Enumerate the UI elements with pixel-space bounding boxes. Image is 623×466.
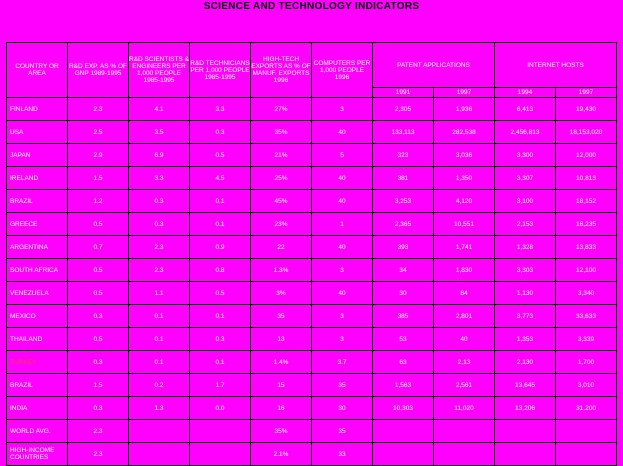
value-cell: 12,100 <box>556 259 617 282</box>
country-cell: TURKEY <box>7 351 68 374</box>
table-row <box>7 121 617 144</box>
value-cell <box>495 443 556 466</box>
value-cell: 1.5 <box>68 374 129 397</box>
value-cell: 1,350 <box>434 167 495 190</box>
value-cell: 393 <box>373 236 434 259</box>
value-cell: 40 <box>312 190 373 213</box>
country-cell: USA <box>7 121 68 144</box>
value-cell: 84 <box>434 282 495 305</box>
table-row <box>7 236 617 259</box>
value-cell: 0.5 <box>68 259 129 282</box>
value-cell: 3.3 <box>129 167 190 190</box>
value-cell: 3,100 <box>495 190 556 213</box>
value-cell: 0.1 <box>190 351 251 374</box>
value-cell: 16 <box>251 397 312 420</box>
header-patent-applications: PATENT APPLICATIONS <box>373 43 495 88</box>
value-cell: 0.3 <box>68 351 129 374</box>
value-cell: 16,235 <box>556 213 617 236</box>
value-cell <box>556 420 617 443</box>
value-cell: 3,010 <box>556 374 617 397</box>
value-cell: 53 <box>373 328 434 351</box>
value-cell: 34 <box>373 259 434 282</box>
value-cell: 2.3 <box>129 259 190 282</box>
table-body <box>7 98 617 466</box>
value-cell: 2.3 <box>68 98 129 121</box>
value-cell: 3.7 <box>312 351 373 374</box>
value-cell <box>129 443 190 466</box>
value-cell: 2.3 <box>68 443 129 466</box>
value-cell: 2,153 <box>495 213 556 236</box>
value-cell: 40 <box>312 167 373 190</box>
table-row <box>7 259 617 282</box>
value-cell: 3.3 <box>190 98 251 121</box>
value-cell: 40 <box>434 328 495 351</box>
header-patent-1997: 1997 <box>434 88 495 98</box>
value-cell: 2,365 <box>373 213 434 236</box>
value-cell: 35 <box>312 420 373 443</box>
value-cell: 3,307 <box>495 167 556 190</box>
value-cell: 0.1 <box>190 190 251 213</box>
value-cell: 3.5 <box>129 121 190 144</box>
value-cell: 0.1 <box>190 213 251 236</box>
value-cell <box>434 443 495 466</box>
value-cell: 282,538 <box>434 121 495 144</box>
value-cell: 30 <box>373 282 434 305</box>
value-cell: 13,206 <box>495 397 556 420</box>
table-row <box>7 213 617 236</box>
value-cell: 0.3 <box>129 190 190 213</box>
value-cell: 2,305 <box>373 98 434 121</box>
value-cell: 30 <box>312 397 373 420</box>
value-cell: 0.5 <box>68 213 129 236</box>
header-internet-hosts: INTERNET HOSTS <box>495 43 617 88</box>
country-cell: VENEZUELA <box>7 282 68 305</box>
value-cell: 0.8 <box>190 259 251 282</box>
header-internet-1994: 1994 <box>495 88 556 98</box>
table-row <box>7 374 617 397</box>
value-cell <box>373 420 434 443</box>
table-row <box>7 305 617 328</box>
value-cell: 1,830 <box>434 259 495 282</box>
value-cell: 1,353 <box>495 328 556 351</box>
value-cell: 1,741 <box>434 236 495 259</box>
value-cell: 35% <box>251 420 312 443</box>
value-cell: 0.7 <box>68 236 129 259</box>
value-cell: 35% <box>251 121 312 144</box>
value-cell: 2.1% <box>251 443 312 466</box>
value-cell: 1.3 <box>129 397 190 420</box>
value-cell: 3 <box>312 328 373 351</box>
value-cell: 40 <box>312 236 373 259</box>
country-cell: SOUTH AFRICA <box>7 259 68 282</box>
value-cell: 1,563 <box>373 374 434 397</box>
table-row <box>7 397 617 420</box>
value-cell: 4.5 <box>190 167 251 190</box>
value-cell: 27% <box>251 98 312 121</box>
value-cell: 3 <box>312 305 373 328</box>
value-cell: 0.9 <box>190 236 251 259</box>
value-cell: 35 <box>312 374 373 397</box>
value-cell <box>129 420 190 443</box>
value-cell: 0.3 <box>68 305 129 328</box>
value-cell: 3,303 <box>495 259 556 282</box>
country-cell: THAILAND <box>7 328 68 351</box>
value-cell: 0.0 <box>190 397 251 420</box>
value-cell: 2,456,813 <box>495 121 556 144</box>
page-title: SCIENCE AND TECHNOLOGY INDICATORS <box>203 1 420 12</box>
value-cell: 22 <box>251 236 312 259</box>
value-cell: 3,300 <box>495 144 556 167</box>
value-cell <box>495 420 556 443</box>
value-cell: 1,936 <box>434 98 495 121</box>
header-country: COUNTRY OR AREA <box>7 43 68 98</box>
value-cell <box>556 443 617 466</box>
country-cell: ARGENTINA <box>7 236 68 259</box>
value-cell: 19,430 <box>556 98 617 121</box>
value-cell: 63 <box>373 351 434 374</box>
value-cell: 18,153,020 <box>556 121 617 144</box>
value-cell: 0.2 <box>129 374 190 397</box>
value-cell: 10,813 <box>556 167 617 190</box>
value-cell: 6.9 <box>129 144 190 167</box>
value-cell: 2,13 <box>434 351 495 374</box>
value-cell: 10,303 <box>373 397 434 420</box>
value-cell: 33 <box>312 443 373 466</box>
value-cell <box>373 443 434 466</box>
value-cell <box>434 420 495 443</box>
country-cell: BRAZIL <box>7 190 68 213</box>
value-cell: 13,833 <box>556 236 617 259</box>
table-row <box>7 443 617 466</box>
value-cell: 40 <box>312 282 373 305</box>
value-cell: 3,036 <box>434 144 495 167</box>
value-cell: 2.3 <box>129 236 190 259</box>
value-cell: 13 <box>251 328 312 351</box>
value-cell: 1,328 <box>495 236 556 259</box>
value-cell: 0.3 <box>129 213 190 236</box>
table-row <box>7 190 617 213</box>
value-cell: 1.2 <box>68 190 129 213</box>
value-cell: 4,120 <box>434 190 495 213</box>
value-cell: 0.1 <box>129 328 190 351</box>
value-cell: 31,200 <box>556 397 617 420</box>
value-cell: 0.3 <box>190 328 251 351</box>
country-cell: INDIA <box>7 397 68 420</box>
value-cell: 0.1 <box>129 351 190 374</box>
table-row <box>7 328 617 351</box>
country-cell: HIGH-INCOME COUNTRIES <box>7 443 68 466</box>
value-cell: 0.1 <box>129 305 190 328</box>
value-cell: 0.5 <box>190 144 251 167</box>
value-cell: 1,130 <box>495 282 556 305</box>
value-cell: 1.4% <box>251 351 312 374</box>
value-cell: 23% <box>251 213 312 236</box>
value-cell: 1 <box>312 213 373 236</box>
value-cell: 0.5 <box>68 282 129 305</box>
value-cell: 35 <box>251 305 312 328</box>
country-cell: IRELAND <box>7 167 68 190</box>
value-cell: 11,020 <box>434 397 495 420</box>
value-cell: 15 <box>251 374 312 397</box>
value-cell: 1.1 <box>129 282 190 305</box>
value-cell: 381 <box>373 167 434 190</box>
country-cell: MEXICO <box>7 305 68 328</box>
table-row <box>7 167 617 190</box>
header-rd-exp: R&D EXP. AS % OF GNP 1989-1995 <box>68 43 129 98</box>
value-cell: 12,000 <box>556 144 617 167</box>
value-cell: 1.7 <box>190 374 251 397</box>
value-cell: 0.5 <box>190 282 251 305</box>
country-cell: BRAZIL <box>7 374 68 397</box>
value-cell: 3% <box>251 282 312 305</box>
value-cell: 25% <box>251 167 312 190</box>
header-patent-1991: 1991 <box>373 88 434 98</box>
value-cell: 4.1 <box>129 98 190 121</box>
value-cell: 0.5 <box>68 328 129 351</box>
country-cell: WORLD AVG. <box>7 420 68 443</box>
value-cell: 2,561 <box>434 374 495 397</box>
value-cell: 13,645 <box>495 374 556 397</box>
header-hightech-exports: HIGH-TECH EXPORTS AS % OF MANUF. EXPORTS 1996 <box>251 43 312 98</box>
value-cell: 5 <box>312 144 373 167</box>
value-cell: 3,773 <box>495 305 556 328</box>
table-row <box>7 420 617 443</box>
value-cell: 33,633 <box>556 305 617 328</box>
value-cell: 3,339 <box>556 328 617 351</box>
value-cell: 6,413 <box>495 98 556 121</box>
country-cell: GREECE <box>7 213 68 236</box>
value-cell: 3,253 <box>373 190 434 213</box>
value-cell <box>190 420 251 443</box>
value-cell <box>190 443 251 466</box>
value-cell: 0.1 <box>190 305 251 328</box>
value-cell: 3 <box>312 259 373 282</box>
value-cell: 0.3 <box>68 397 129 420</box>
value-cell: 1.3% <box>251 259 312 282</box>
value-cell: 1,700 <box>556 351 617 374</box>
header-rd-technicians: R&D TECHNICIANS PER 1,000 PEOPLE 1985-1995 <box>190 43 251 98</box>
value-cell: 1.5 <box>68 167 129 190</box>
value-cell: 40 <box>312 121 373 144</box>
country-cell: FINLAND <box>7 98 68 121</box>
header-rd-scientists: R&D SCIENTISTS & ENGINEERS PER 1,000 PEOPLE 1985-1995 <box>129 43 190 98</box>
table-row <box>7 351 617 374</box>
value-cell: 385 <box>373 305 434 328</box>
header-internet-1997: 1997 <box>556 88 617 98</box>
indicators-table <box>6 42 617 466</box>
table-row <box>7 282 617 305</box>
value-cell: 0.3 <box>190 121 251 144</box>
table-row <box>7 98 617 121</box>
value-cell: 10,551 <box>434 213 495 236</box>
table-row <box>7 144 617 167</box>
value-cell: 3 <box>312 98 373 121</box>
value-cell: 133,113 <box>373 121 434 144</box>
value-cell: 18,152 <box>556 190 617 213</box>
value-cell: 2.9 <box>68 144 129 167</box>
country-cell: JAPAN <box>7 144 68 167</box>
value-cell: 2.5 <box>68 121 129 144</box>
value-cell: 21% <box>251 144 312 167</box>
value-cell: 3,340 <box>556 282 617 305</box>
value-cell: 2,130 <box>495 351 556 374</box>
value-cell: 323 <box>373 144 434 167</box>
value-cell: 45% <box>251 190 312 213</box>
value-cell: 2.3 <box>68 420 129 443</box>
header-computers: COMPUTERS PER 1,000 PEOPLE 1996 <box>312 43 373 98</box>
value-cell: 2,801 <box>434 305 495 328</box>
